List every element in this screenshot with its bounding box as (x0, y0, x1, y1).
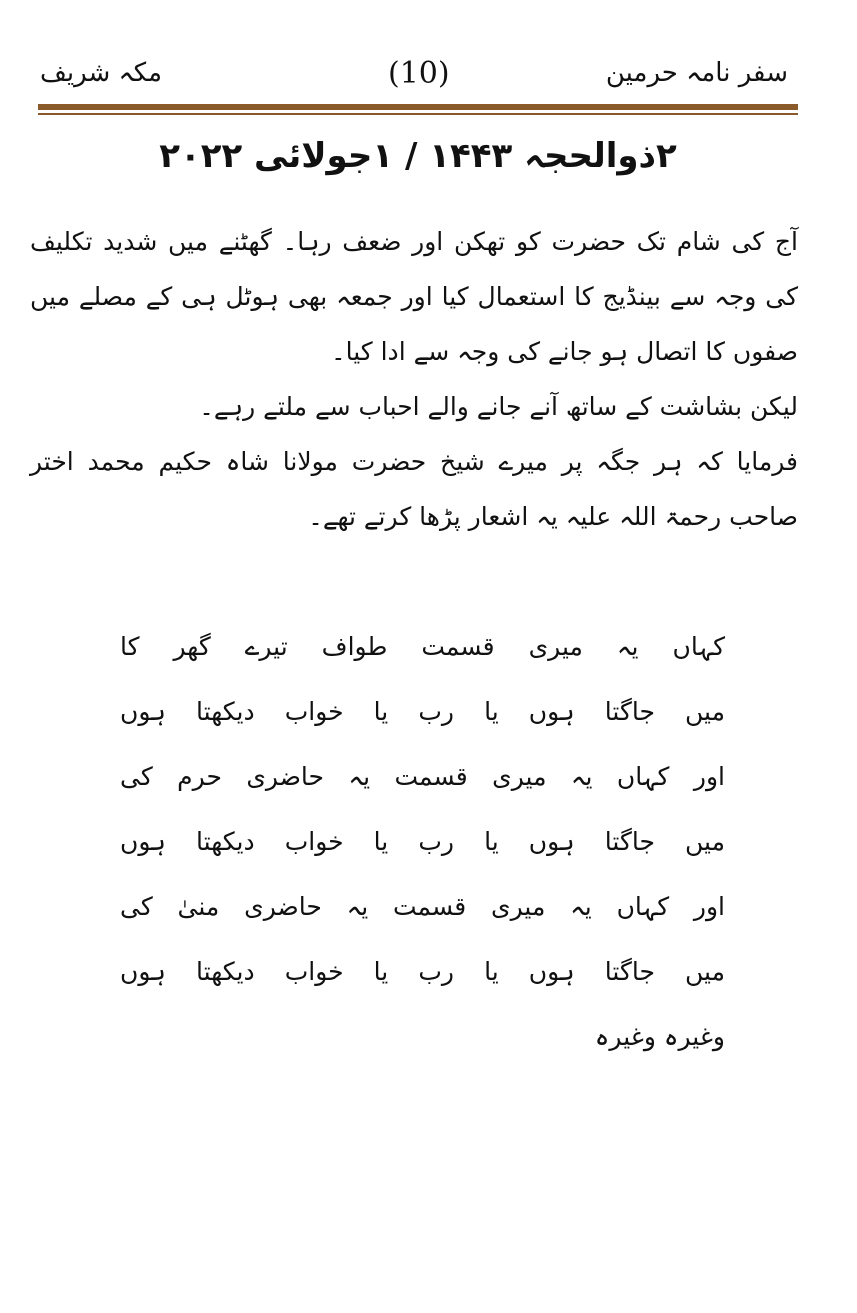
header-divider-thin (38, 113, 798, 115)
paragraph: آج کی شام تک حضرت کو تھکن اور ضعف رہا۔ گھٹنے میں شدید تکلیف کی وجہ سے بینڈیج کا استعمال کیا اور جمعہ بھی ہوٹل ہی کے مصلے میں صفوں کا اتصال ہو جانے کی وجہ سے ادا کیا۔ (30, 227, 798, 366)
date-heading: ۲ذوالحجہ ۱۴۴۳ / ۱جولائی ۲۰۲۲ (159, 136, 677, 176)
paragraph: فرمایا کہ ہر جگہ پر میرے شیخ حضرت مولانا شاہ حکیم محمد اختر صاحب رحمۃ اللہ علیہ یہ اشعار پڑھا کرتے تھے۔ (30, 447, 798, 531)
page-number: (10) (388, 56, 450, 91)
poem-verse: کہاں یہ میری قسمت طواف تیرے گھر کا (120, 632, 725, 661)
poem-verse: اور کہاں یہ میری قسمت یہ حاضری حرم کی (120, 762, 725, 791)
running-header (38, 52, 798, 102)
poem-verse: اور کہاں یہ میری قسمت یہ حاضری منیٰ کی (120, 892, 725, 921)
poem-closing: وغیرہ وغیرہ (594, 1022, 725, 1051)
section-title: مکہ شریف (40, 58, 163, 88)
paragraph: لیکن بشاشت کے ساتھ آنے جانے والے احباب سے ملتے رہے۔ (199, 392, 798, 421)
poem-verse: میں جاگتا ہوں یا رب یا خواب دیکھتا ہوں (120, 827, 725, 856)
header-divider-thick (38, 104, 798, 110)
body-text (30, 214, 798, 544)
book-title: سفر نامہ حرمین (605, 58, 788, 88)
poem (120, 614, 725, 1069)
poem-verse: میں جاگتا ہوں یا رب یا خواب دیکھتا ہوں (120, 957, 725, 986)
poem-verse: میں جاگتا ہوں یا رب یا خواب دیکھتا ہوں (120, 697, 725, 726)
